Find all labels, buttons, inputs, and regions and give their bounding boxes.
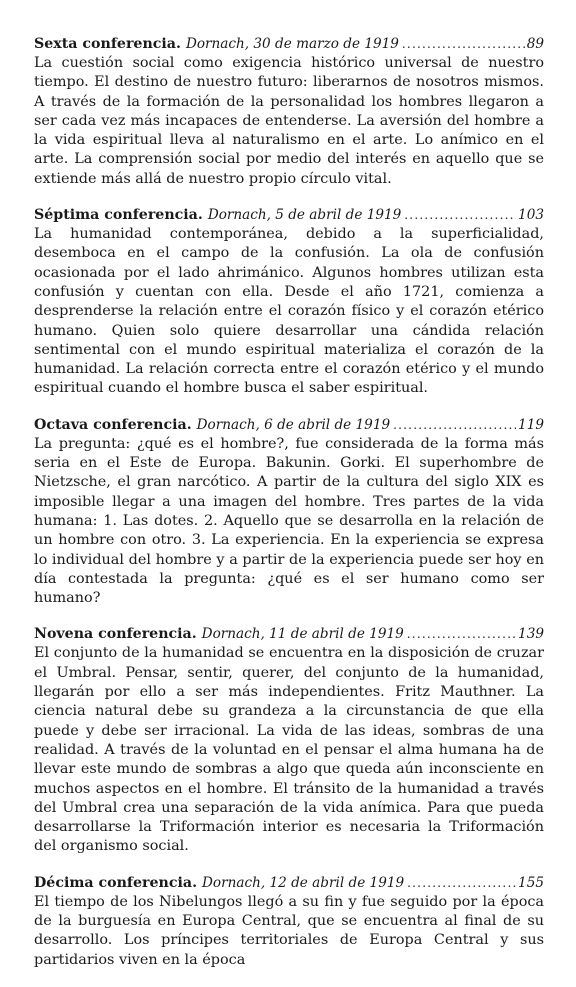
entry-summary: El conjunto de la humanidad se encuentra en la disposición de cruzar el Umbral. Pensar, sentir, querer, del conjunto de la humanidad, llegarán por ello a ser más independientes. Fritz Mauthner. La ciencia natural debe su grandeza a la circunstancia de que ella puede y debe ser irracional. La vida de las ideas, sombras de una realidad. A través de la voluntad en el pensar el alma humana ha de llevar este mundo de sombras a algo que queda aún inconsciente en muchos aspectos en el hombre. El tránsito de la humanidad a través del Umbral crea una separación de la vida anímica. Para que pueda desarrollarse la Triformación interior es necesaria la Triformación del organismo social. bbox=[34, 645, 544, 855]
entry-title: Séptima conferencia. bbox=[34, 207, 203, 224]
dot-leader bbox=[402, 35, 525, 54]
entry-heading bbox=[34, 874, 544, 893]
toc-entry-sexta bbox=[34, 35, 544, 189]
entry-place-date: Dornach, 6 de abril de 1919 bbox=[196, 416, 391, 433]
entry-title: Novena conferencia. bbox=[34, 626, 197, 643]
entry-page-number: 119 bbox=[518, 416, 544, 433]
entry-title: Décima conferencia. bbox=[34, 874, 198, 891]
toc-entry-septima bbox=[34, 206, 544, 399]
entry-page-number: 155 bbox=[518, 874, 544, 891]
entry-place-date: Dornach, 5 de abril de 1919 bbox=[207, 207, 402, 224]
dot-leader bbox=[393, 416, 516, 435]
toc-entry-novena bbox=[34, 625, 544, 856]
entry-place-date: Dornach, 30 de marzo de 1919 bbox=[185, 36, 399, 52]
entry-summary: La humanidad contemporánea, debido a la superficialidad, desemboca en el campo de la confusión. La ola de confusión ocasionada por el lado ahrimánico. Algunos hombres utilizan esta confusión y cuentan con ella. Desde el año 1721, comienza a desprenderse la relación entre el corazón físico y el corazón etérico humano. Quien solo quiere desarrollar una cándida relación sentimental con el mundo espiritual materializa el corazón de la humanidad. La relación correcta entre el corazón etérico y el mundo espiritual cuando el hombre busca el saber espiritual. bbox=[34, 226, 544, 397]
entry-heading bbox=[34, 416, 544, 435]
entry-page-number: 103 bbox=[518, 207, 544, 224]
entry-summary: La pregunta: ¿qué es el hombre?, fue considerada de la forma más seria en el Este de Europa. Bakunin. Gorki. El superhombre de Nietzsche, el gran narcótico. A partir de la cultura del siglo XIX es imposible llegar a una imagen del hombre. Tres partes de la vida humana: 1. Las dotes. 2. Aquello que se desarrolla en la relación de un hombre con otro. 3. La experiencia. En la experiencia se expresa lo individual del hombre y a partir de la experiencia puede ser hoy en día contestada la pregunta: ¿qué es el ser humano como ser humano? bbox=[34, 435, 544, 607]
entry-page-number: 139 bbox=[518, 626, 544, 643]
entry-place-date: Dornach, 11 de abril de 1919 bbox=[201, 626, 404, 643]
entry-title: Octava conferencia. bbox=[34, 416, 192, 433]
entry-title: Sexta conferencia. bbox=[34, 36, 181, 52]
dot-leader bbox=[407, 625, 516, 644]
entry-summary: El tiempo de los Nibelungos llegó a su fin y fue seguido por la época de la burguesía en Europa Central, que se encuentra al final de su desarrollo. Los príncipes territoriales de Europa Central y sus partidarios viven en la época bbox=[34, 893, 544, 968]
entry-heading bbox=[34, 35, 544, 54]
dot-leader bbox=[404, 206, 516, 225]
dot-leader bbox=[407, 874, 516, 893]
table-of-contents bbox=[34, 35, 544, 987]
entry-page-number: 89 bbox=[526, 36, 544, 52]
toc-entry-decima bbox=[34, 874, 544, 970]
toc-entry-octava bbox=[34, 416, 544, 609]
entry-place-date: Dornach, 12 de abril de 1919 bbox=[202, 874, 405, 891]
entry-summary: La cuestión social como exigencia histórico universal de nuestro tiempo. El destino de nuestro futuro: liberarnos de nosotros mismos. A través de la formación de la personalidad los hombres llegaron a ser cada vez más incapaces de entenderse. La aversión del hombre a la vida espiritual lleva al naturalismo en el arte. Lo anímico en el arte. La comprensión social por medio del interés en aquello que se extiende más allá de nuestro propio círculo vital. bbox=[34, 55, 544, 187]
entry-heading bbox=[34, 625, 544, 644]
entry-heading bbox=[34, 206, 544, 225]
